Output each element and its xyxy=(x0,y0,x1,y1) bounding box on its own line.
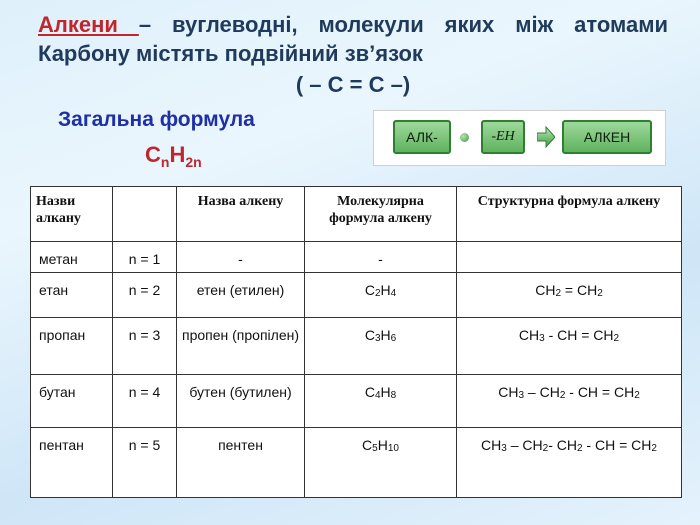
cell-formula: - xyxy=(305,242,457,273)
formula-carbon: C xyxy=(145,142,161,167)
cell-structure: $CH_2 = CH_2$ xyxy=(457,273,682,318)
cell-formula: $C_3H_6$ xyxy=(305,318,457,374)
cell-n: n = 1 xyxy=(113,242,177,273)
general-formula xyxy=(145,142,202,170)
cell-n: n = 2 xyxy=(113,273,177,318)
cell-formula: $C_4H_8$ xyxy=(305,374,457,427)
formula-hydrogen: H xyxy=(169,142,186,167)
arrow-right-icon xyxy=(537,126,555,148)
formula-index-2n: 2n xyxy=(185,154,202,170)
cell-n: n = 4 xyxy=(113,374,177,427)
naming-scheme xyxy=(373,110,666,166)
cell-alkane: пентан xyxy=(31,427,113,497)
cell-n: n = 5 xyxy=(113,427,177,497)
heading-definition: – вуглеводні, молекули яких між атомами Карбону містять подвійний зв’язок xyxy=(38,12,668,66)
alkenes-table xyxy=(30,186,682,498)
slide-heading xyxy=(38,10,668,99)
scheme-root-box: АЛК- xyxy=(393,120,451,154)
table-row xyxy=(31,374,682,427)
table-row xyxy=(31,242,682,273)
table-row xyxy=(31,273,682,318)
table-row xyxy=(31,427,682,497)
double-bond-formula: ( – С = С –) xyxy=(295,72,411,97)
scheme-suffix-box: -ЕН xyxy=(481,120,525,154)
cell-alkene: етен (етилен) xyxy=(177,273,305,318)
general-formula-title: Загальна формула xyxy=(58,108,255,131)
header-molecular-formula: Молекулярна формула алкену xyxy=(305,187,457,242)
header-n-value xyxy=(113,187,177,242)
table-row xyxy=(31,318,682,374)
cell-alkene: - xyxy=(177,242,305,273)
cell-structure xyxy=(457,242,682,273)
formula-index-n: n xyxy=(160,154,170,170)
cell-alkane: метан xyxy=(31,242,113,273)
cell-alkane: пропан xyxy=(31,318,113,374)
scheme-result-box: АЛКЕН xyxy=(562,120,652,154)
header-structural-formula: Структурна формула алкену xyxy=(457,187,682,242)
cell-alkene: бутен (бутилен) xyxy=(177,374,305,427)
header-alkene-name: Назва алкену xyxy=(177,187,305,242)
cell-structure: $CH_3 - CH_2-$ $CH_2$ - CH = $CH_2$ xyxy=(457,427,682,497)
cell-alkane: етан xyxy=(31,273,113,318)
cell-structure: $CH_3 - CH_2$ - CH = $CH_2$ xyxy=(457,374,682,427)
cell-alkene: пентен xyxy=(177,427,305,497)
cell-n: n = 3 xyxy=(113,318,177,374)
cell-alkane: бутан xyxy=(31,374,113,427)
cell-formula: $C_5H_{10}$ xyxy=(305,427,457,497)
table-header-row xyxy=(31,187,682,242)
cell-structure: $CH_3$ - CH = $CH_2$ xyxy=(457,318,682,374)
header-alkane-name: Назви алкану xyxy=(31,187,113,242)
cell-alkene: пропен (пропілен) xyxy=(177,318,305,374)
cell-formula: $C_2H_4$ xyxy=(305,273,457,318)
plus-dot-icon xyxy=(460,133,469,142)
heading-term: Алкени xyxy=(38,12,139,37)
